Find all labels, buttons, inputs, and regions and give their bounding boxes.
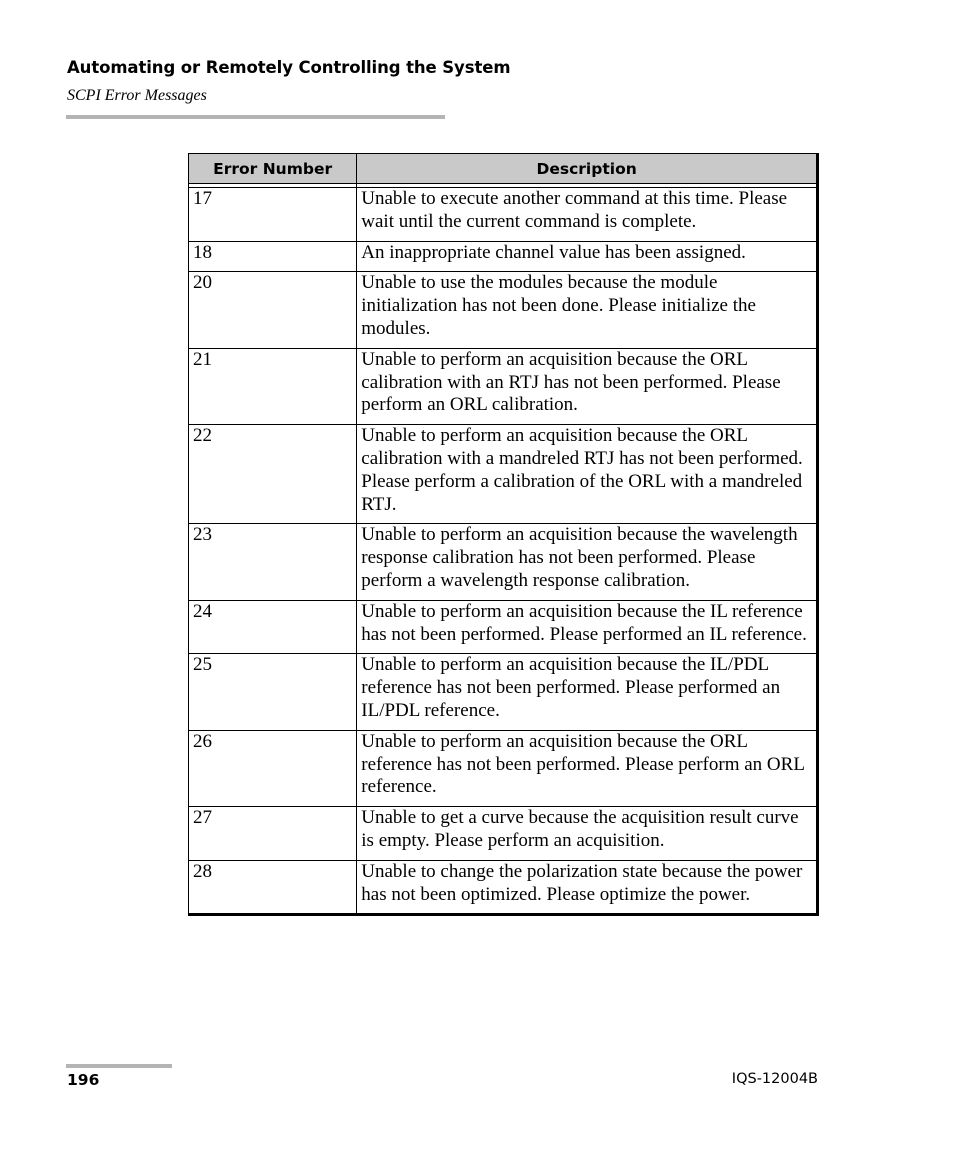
description-cell: Unable to perform an acquisition because the ORL reference has not been performed. Please perform an ORL reference. [357, 730, 818, 806]
description-cell: Unable to perform an acquisition because the ORL calibration with a mandreled RTJ has not been performed. Please perform a calibration of the ORL with a mandreled RTJ. [357, 425, 818, 524]
table-row [189, 730, 818, 806]
description-cell: An inappropriate channel value has been assigned. [357, 241, 818, 272]
description-cell: Unable to perform an acquisition because the ORL calibration with an RTJ has not been performed. Please perform an ORL calibration. [357, 348, 818, 424]
table-header-row [189, 154, 818, 184]
table-row [189, 524, 818, 600]
section-title: Automating or Remotely Controlling the System [67, 58, 511, 77]
description-cell: Unable to perform an acquisition because the wavelength response calibration has not been performed. Please perform a wavelength response calibration. [357, 524, 818, 600]
error-number-cell: 21 [189, 348, 357, 424]
table-row [189, 272, 818, 348]
description-cell: Unable to change the polarization state because the power has not been optimized. Please optimize the power. [357, 860, 818, 915]
description-cell: Unable to get a curve because the acquisition result curve is empty. Please perform an acquisition. [357, 807, 818, 861]
error-number-cell: 23 [189, 524, 357, 600]
error-number-cell: 17 [189, 188, 357, 242]
error-number-cell: 20 [189, 272, 357, 348]
table-row [189, 860, 818, 915]
table-row [189, 348, 818, 424]
column-header-error-number: Error Number [189, 154, 357, 184]
table-row [189, 654, 818, 730]
table-row [189, 807, 818, 861]
header-divider [66, 115, 445, 119]
table-row [189, 425, 818, 524]
page-number: 196 [67, 1071, 100, 1089]
table-row [189, 600, 818, 654]
error-number-cell: 25 [189, 654, 357, 730]
document-id: IQS-12004B [731, 1071, 818, 1087]
error-number-cell: 28 [189, 860, 357, 915]
description-cell: Unable to execute another command at this time. Please wait until the current command is complete. [357, 188, 818, 242]
footer-divider [66, 1064, 172, 1068]
error-number-cell: 22 [189, 425, 357, 524]
error-number-cell: 24 [189, 600, 357, 654]
error-number-cell: 26 [189, 730, 357, 806]
description-cell: Unable to perform an acquisition because the IL reference has not been performed. Please performed an IL reference. [357, 600, 818, 654]
error-number-cell: 18 [189, 241, 357, 272]
description-cell: Unable to use the modules because the module initialization has not been done. Please initialize the modules. [357, 272, 818, 348]
description-cell: Unable to perform an acquisition because the IL/PDL reference has not been performed. Please performed an IL/PDL reference. [357, 654, 818, 730]
table-row [189, 188, 818, 242]
error-table [188, 153, 819, 916]
column-header-description: Description [357, 154, 818, 184]
error-number-cell: 27 [189, 807, 357, 861]
table-row [189, 241, 818, 272]
section-subtitle: SCPI Error Messages [67, 87, 207, 104]
